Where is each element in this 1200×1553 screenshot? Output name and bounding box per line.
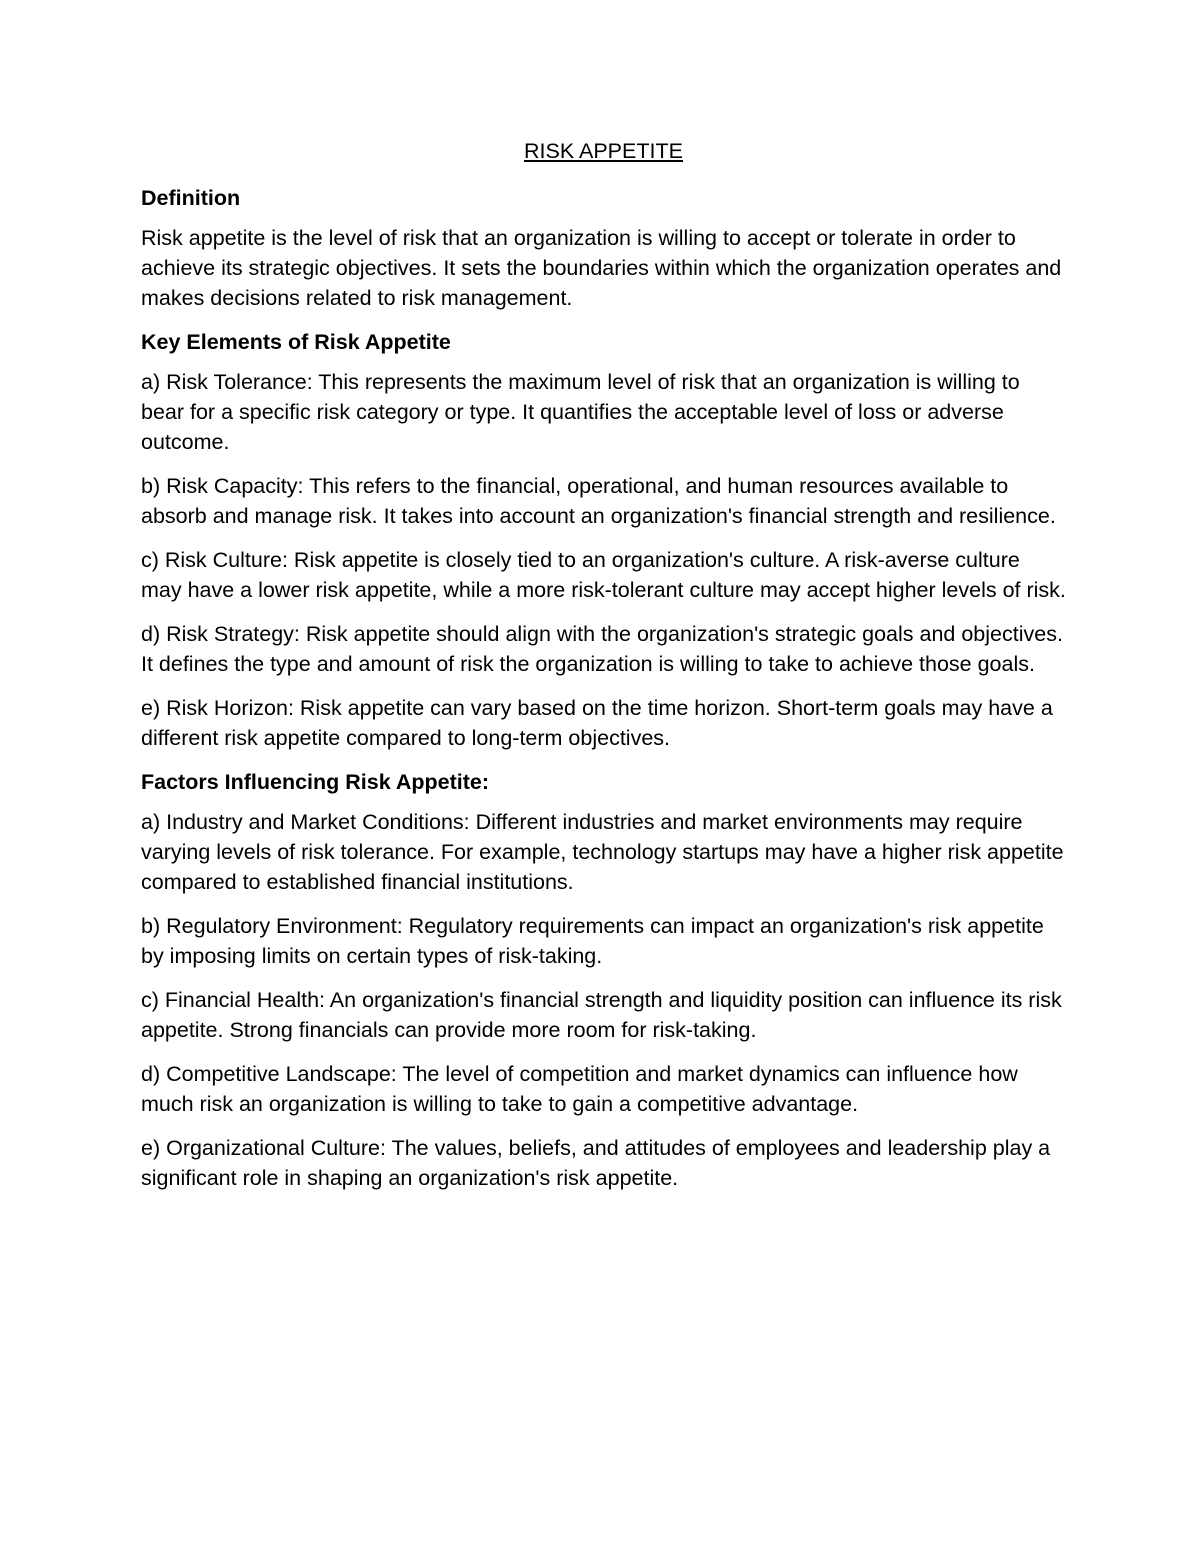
- document-page: [141, 136, 1066, 1207]
- key-element-risk-tolerance: a) Risk Tolerance: This represents the maximum level of risk that an organization is willing to bear for a specific risk category or type. It quantifies the acceptable level of loss or adverse outcome.: [141, 370, 1020, 454]
- factor-competitive-landscape: d) Competitive Landscape: The level of competition and market dynamics can influence how much risk an organization is willing to take to gain a competitive advantage.: [141, 1062, 1018, 1116]
- section-heading-key-elements: Key Elements of Risk Appetite: [141, 330, 451, 354]
- key-element-risk-horizon: e) Risk Horizon: Risk appetite can vary based on the time horizon. Short-term goals may have a different risk appetite compared to long-term objectives.: [141, 696, 1053, 750]
- definition-paragraph: Risk appetite is the level of risk that an organization is willing to accept or tolerate in order to achieve its strategic objectives. It sets the boundaries within which the organization operates and makes decisions related to risk management.: [141, 226, 1062, 310]
- key-element-risk-capacity: b) Risk Capacity: This refers to the financial, operational, and human resources available to absorb and manage risk. It takes into account an organization's financial strength and resilience.: [141, 474, 1056, 528]
- document-title: RISK APPETITE: [524, 139, 683, 163]
- factor-industry-market: a) Industry and Market Conditions: Different industries and market environments may require varying levels of risk tolerance. For example, technology startups may have a higher risk appetite compared to established financial institutions.: [141, 810, 1064, 894]
- factor-organizational-culture: e) Organizational Culture: The values, beliefs, and attitudes of employees and leadership play a significant role in shaping an organization's risk appetite.: [141, 1136, 1051, 1190]
- key-element-risk-strategy: d) Risk Strategy: Risk appetite should align with the organization's strategic goals and objectives. It defines the type and amount of risk the organization is willing to take to achieve those goals.: [141, 622, 1063, 676]
- factor-regulatory: b) Regulatory Environment: Regulatory requirements can impact an organization's risk appetite by imposing limits on certain types of risk-taking.: [141, 914, 1044, 968]
- factor-financial-health: c) Financial Health: An organization's financial strength and liquidity position can influence its risk appetite. Strong financials can provide more room for risk-taking.: [141, 988, 1062, 1042]
- section-heading-definition: Definition: [141, 186, 241, 210]
- section-heading-factors: Factors Influencing Risk Appetite:: [141, 770, 490, 794]
- key-element-risk-culture: c) Risk Culture: Risk appetite is closely tied to an organization's culture. A risk-averse culture may have a lower risk appetite, while a more risk-tolerant culture may accept higher levels of risk.: [141, 548, 1066, 602]
